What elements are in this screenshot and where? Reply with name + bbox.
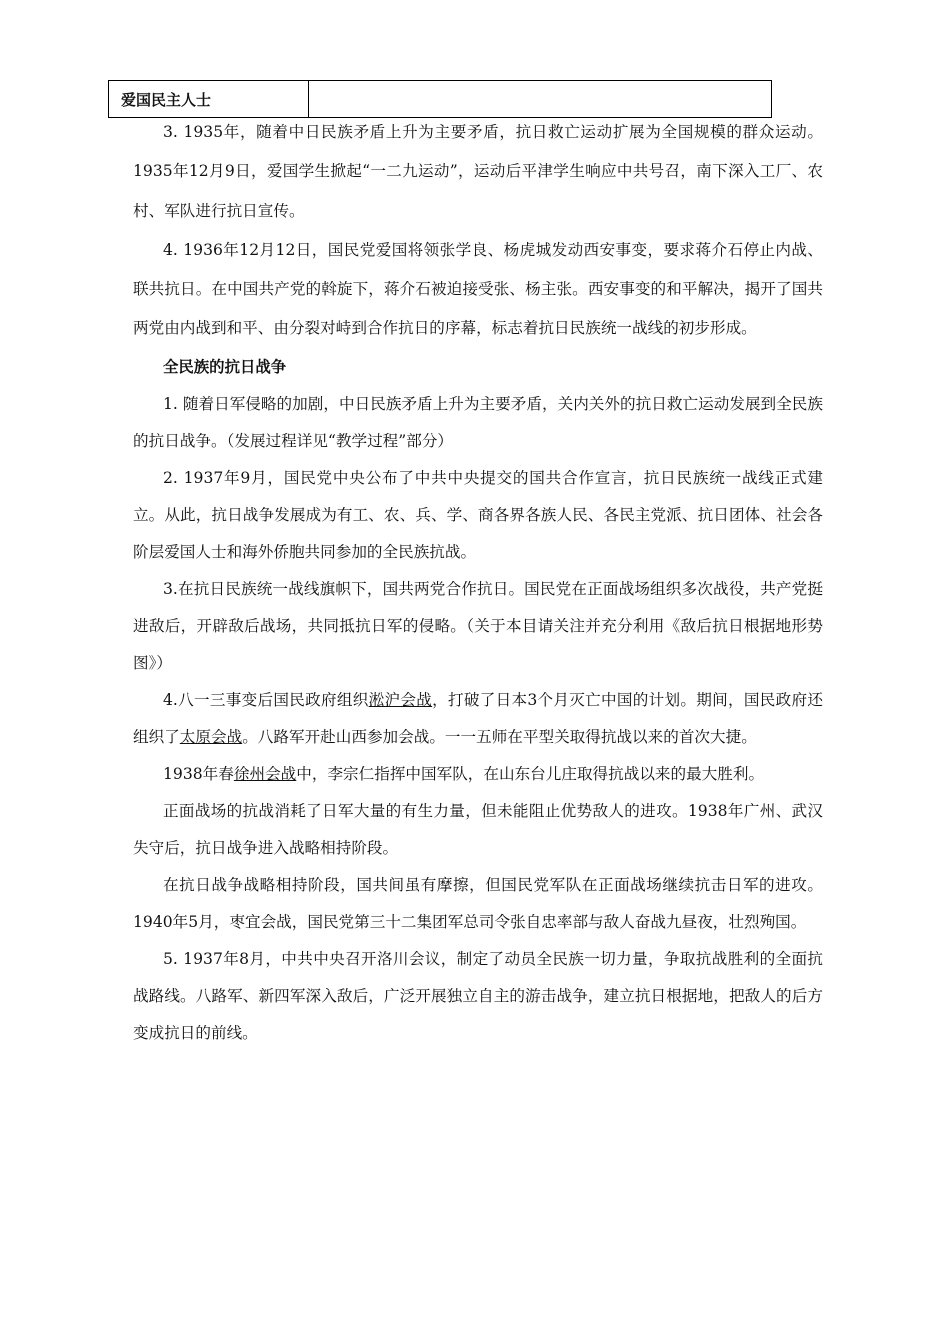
table-row (109, 81, 772, 118)
table-cell-value (309, 81, 772, 118)
paragraph-front-battlefield: 正面战场的抗战消耗了日军大量的有生力量，但未能阻止优势敌人的进攻。1938年广州、武汉失守后，抗日战争进入战略相持阶段。 (133, 801, 823, 857)
paragraph-point-2: 2. 1937年9月，国民党中央公布了中共中央提交的国共合作宣言，抗日民族统一战线正式建立。从此，抗日战争发展成为有工、农、兵、学、商各界各族人民、各民主党派、抗日团体、社会各阶层爱国人士和海外侨胞共同参加的全民族抗战。 (133, 468, 823, 561)
paragraph-xuzhou (133, 756, 823, 793)
text-segment: 1938年春 (163, 764, 234, 783)
paragraph-point-1: 1. 随着日军侵略的加剧，中日民族矛盾上升为主要矛盾，关内关外的抗日救亡运动发展到全民族的抗日战争。（发展过程详见“教学过程”部分） (133, 394, 823, 450)
section-heading: 全民族的抗日战争 (163, 357, 287, 376)
paragraph-point-5: 5. 1937年8月，中共中央召开洛川会议，制定了动员全民族一切力量，争取抗战胜利的全面抗战路线。八路军、新四军深入敌后，广泛开展独立自主的游击战争，建立抗日根据地，把敌人的后方变成抗日的前线。 (133, 949, 823, 1042)
text-segment: 4.八一三事变后国民政府组织 (163, 690, 369, 709)
table-cell-label: 爱国民主人士 (109, 81, 309, 118)
text-segment: ，打破了日本3个月灭亡中国的计划。期间，国民政府还组织了 (133, 690, 823, 746)
paragraph-1936: 4. 1936年12月12日，国民党爱国将领张学良、杨虎城发动西安事变，要求蒋介石停止内战、联共抗日。在中国共产党的斡旋下，蒋介石被迫接受张、杨主张。西安事变的和平解决，揭开了国共两党由内战到和平、由分裂对峙到合作抗日的序幕，标志着抗日民族统一战线的初步形成。 (133, 240, 823, 338)
document-body (133, 113, 823, 1052)
underlined-term-taiyuan: 太原会战 (179, 727, 243, 746)
paragraph-point-4 (133, 682, 823, 756)
paragraph-point-3: 3.在抗日民族统一战线旗帜下，国共两党合作抗日。国民党在正面战场组织多次战役，共产党挺进敌后，开辟敌后战场，共同抵抗日军的侵略。（关于本目请关注并充分利用《敌后抗日根据地形势图》） (133, 579, 823, 672)
paragraph-stalemate: 在抗日战争战略相持阶段，国共间虽有摩擦，但国民党军队在正面战场继续抗击日军的进攻。1940年5月，枣宜会战，国民党第三十二集团军总司令张自忠率部与敌人奋战九昼夜，壮烈殉国。 (133, 875, 823, 931)
paragraph-1935: 3. 1935年，随着中日民族矛盾上升为主要矛盾，抗日救亡运动扩展为全国规模的群众运动。1935年12月9日，爱国学生掀起“一二九运动”，运动后平津学生响应中共号召，南下深入工厂、农村、军队进行抗日宣传。 (133, 123, 823, 220)
text-segment: 中，李宗仁指挥中国军队，在山东台儿庄取得抗战以来的最大胜利。 (296, 764, 765, 783)
text-segment: 。八路军开赴山西参加会战。一一五师在平型关取得抗战以来的首次大捷。 (242, 727, 757, 746)
underlined-term-xuzhou: 徐州会战 (233, 764, 297, 783)
underlined-term-songhu: 淞沪会战 (368, 690, 433, 709)
